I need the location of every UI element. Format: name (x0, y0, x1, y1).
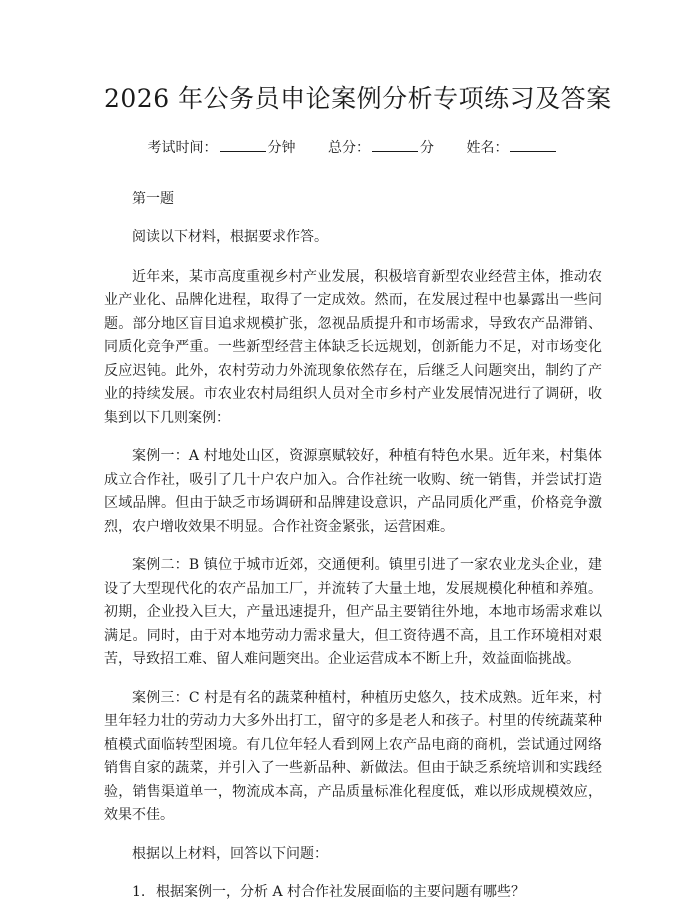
section-label: 第一题 (132, 191, 174, 207)
name-blank (510, 139, 556, 152)
exam-info-line (104, 138, 602, 158)
document-title: 2026 年公务员申论案例分析专项练习及答案 (104, 84, 612, 113)
case-two-paragraph: 案例二：B 镇位于城市近郊，交通便利。镇里引进了一家农业龙头企业，建设了大型现代化的农产品加工厂，并流转了大量土地，发展规模化种植和养殖。初期，企业投入巨大，产量迅速提升，但产品主要销往外地，本地市场需求难以满足。同时，由于对本地劳动力需求量大，但工资待遇不高，且工作环境相对艰苦，导致招工难、留人难问题突出。企业运营成本不断上升，效益面临挑战。 (104, 557, 602, 667)
case-one-paragraph: 案例一：A 村地处山区，资源禀赋较好，种植有特色水果。近年来，村集体成立合作社，吸引了几十户农户加入。合作社统一收购、统一销售，并尝试打造区域品牌。但由于缺乏市场调研和品牌建设意识，产品同质化严重，价格竞争激烈，农户增收效果不明显。合作社资金紧张，运营困难。 (104, 448, 602, 535)
question-item (104, 881, 602, 904)
exam-time-label: 考试时间： (147, 140, 218, 156)
name-label: 姓名： (466, 140, 509, 156)
question-number: 1. (132, 884, 146, 900)
exam-time-blank (220, 139, 266, 152)
total-score-label: 总分： (328, 140, 370, 156)
exam-time-unit: 分钟 (267, 140, 296, 156)
instruction-paragraph: 阅读以下材料，根据要求作答。 (132, 229, 328, 245)
question-text: 根据案例一，分析 A 村合作社发展面临的主要问题有哪些？ (156, 884, 526, 900)
name-field (466, 140, 558, 156)
total-score-blank (372, 139, 418, 152)
case-three-paragraph: 案例三：C 村是有名的蔬菜种植村，种植历史悠久，技术成熟。近年来，村里年轻力壮的劳动力大多外出打工，留守的多是老人和孩子。村里的传统蔬菜种植模式面临转型困境。有几位年轻人看到网上农产品电商的商机，尝试通过网络销售自家的蔬菜，并引入了一些新品种、新做法。但由于缺乏系统培训和实践经验，销售渠道单一，物流成本高，产品质量标准化程度低，难以形成规模效应，效果不佳。 (104, 689, 602, 823)
prompt-paragraph: 根据以上材料，回答以下问题： (132, 845, 328, 862)
intro-paragraph: 近年来，某市高度重视乡村产业发展，积极培育新型农业经营主体，推动农业产业化、品牌化进程，取得了一定成效。然而，在发展过程中也暴露出一些问题。部分地区盲目追求规模扩张，忽视品质提升和市场需求，导致农产品滞销、同质化竞争严重。一些新型经营主体缺乏长远规划，创新能力不足，对市场变化反应迟钝。此外，农村劳动力外流现象依然存在，后继乏人问题突出，制约了产业的持续发展。市农业农村局组织人员对全市乡村产业发展情况进行了调研，收集到以下几则案例： (104, 268, 602, 426)
total-score-unit: 分 (420, 140, 434, 156)
total-score-field (328, 140, 438, 156)
exam-time-field (148, 140, 300, 156)
